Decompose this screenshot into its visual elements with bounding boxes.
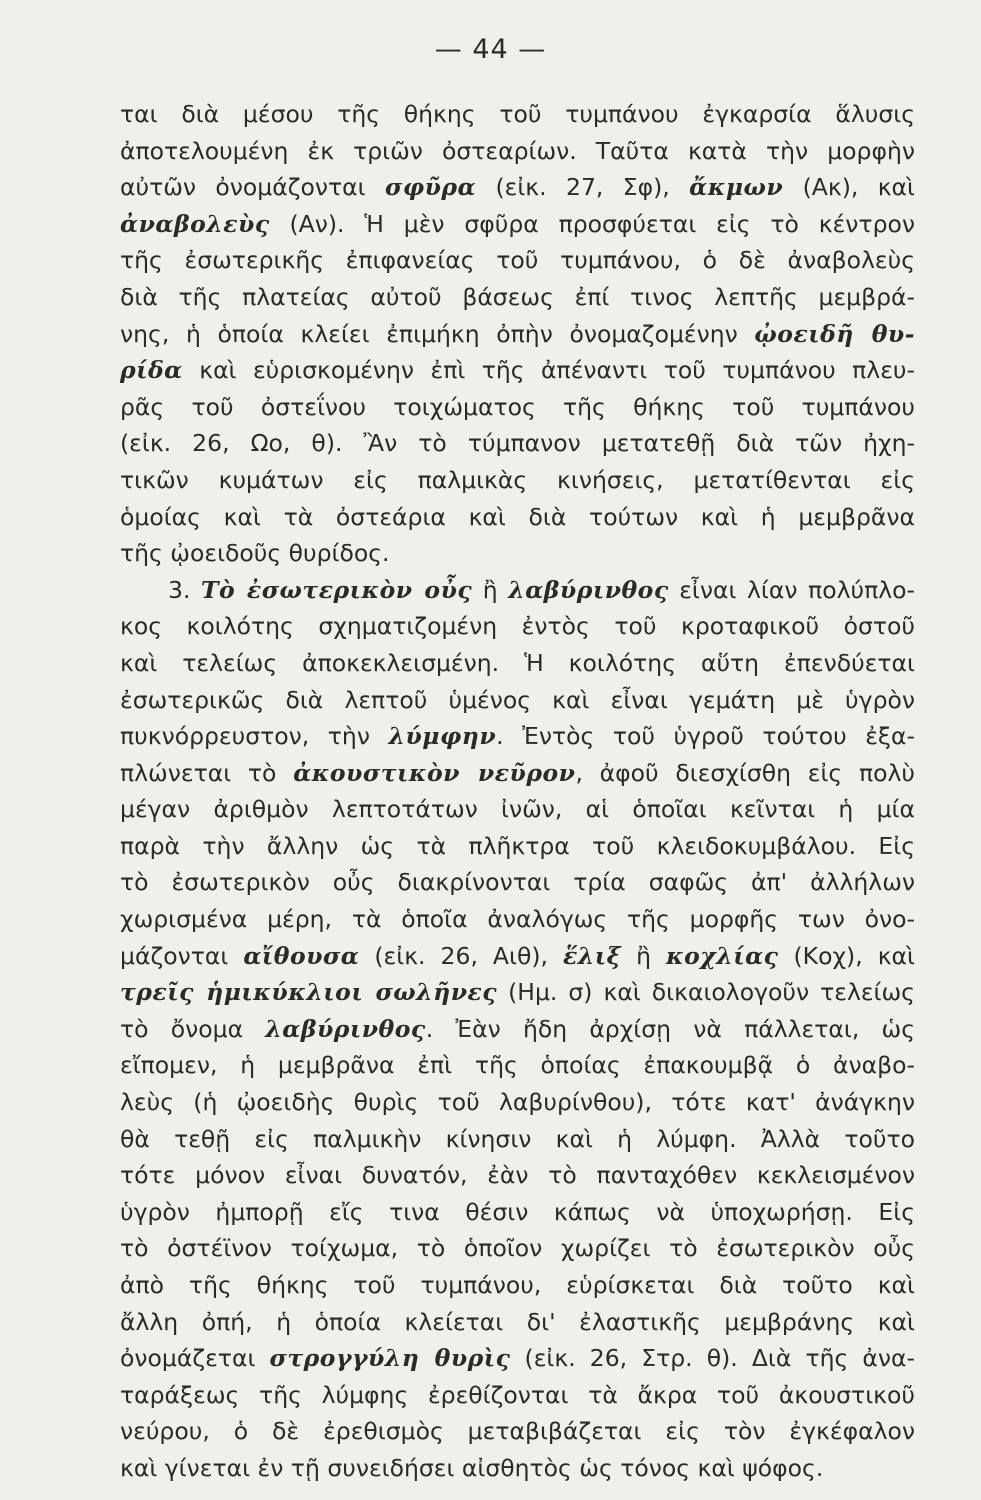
- text-run: , ἀφοῦ διεσχίσθη εἰς πολὺ: [575, 758, 915, 787]
- text-line: [120, 1084, 915, 1121]
- text-run: τὸ ὄνομα: [120, 1014, 266, 1043]
- emphasized-term: αἴθουσα: [243, 941, 360, 970]
- text-run: (Ημ. σ) καὶ δικαιολογοῦν τελείως: [497, 978, 915, 1007]
- text-run: λεὺς (ἡ ᾠοειδὴς θυρὶς τοῦ λαβυρίνθου), τότε κατ' ἀνάγκην: [120, 1088, 915, 1117]
- text-run: (εἰκ. 27, Σφ),: [476, 173, 690, 202]
- emphasized-term: ἄκμων: [689, 173, 784, 202]
- emphasized-term: κοχλίας: [666, 941, 779, 970]
- text-run: διὰ τῆς πλατείας αὐτοῦ βάσεως ἐπί τινος λεπτῆς μεμβρά-: [120, 282, 915, 311]
- text-run: ρᾶς τοῦ ὀστεΐνου τοιχώματος τῆς θήκης τοῦ τυμπάνου: [120, 392, 915, 421]
- emphasized-term: λαβύρινθος: [265, 1014, 426, 1043]
- text-line: [120, 316, 915, 353]
- text-run: νεύρου, ὁ δὲ ἐρεθισμὸς μεταβιβάζεται εἰς τὸν ἐγκέφαλον: [120, 1417, 915, 1446]
- text-line: [120, 938, 915, 975]
- text-line: [120, 1450, 915, 1487]
- text-line: [120, 1194, 915, 1231]
- text-run: καὶ τελείως ἀποκεκλεισμένη. Ἡ κοιλότης αὕτη ἐπενδύεται: [120, 648, 915, 677]
- text-run: ἀποτελουμένη ἐκ τριῶν ὀστεαρίων. Ταῦτα κατὰ τὴν μορφὴν: [120, 136, 915, 165]
- text-run: θὰ τεθῇ εἰς παλμικὴν κίνησιν καὶ ἡ λύμφη. Ἀλλὰ τοῦτο: [120, 1124, 915, 1153]
- emphasized-term: Τὸ ἐσωτερικὸν οὖς: [201, 575, 473, 604]
- text-line: [120, 1304, 915, 1341]
- text-run: ἢ: [621, 941, 666, 970]
- emphasized-term: ἀκουστικὸν νεῦρον: [293, 758, 576, 787]
- text-line: [120, 791, 915, 828]
- text-line: [120, 1121, 915, 1158]
- text-line: [120, 535, 915, 572]
- text-run: πυκνόρρευστον, τὴν: [120, 722, 389, 751]
- text-run: (εἰκ. 26, Ωο, θ). Ἂν τὸ τύμπανον μετατεθῇ διὰ τῶν ἠχη-: [120, 429, 915, 458]
- text-run: (εἰκ. 26, Αιθ),: [359, 941, 563, 970]
- text-run: τῆς ἐσωτερικῆς ἐπιφανείας τοῦ τυμπάνου, ὁ δὲ ἀναβολεὺς: [120, 246, 915, 275]
- text-run: τότε μόνον εἶναι δυνατόν, ἐὰν τὸ πανταχόθεν κεκλεισμένον: [120, 1161, 915, 1190]
- text-line: [120, 242, 915, 279]
- text-run: ται διὰ μέσου τῆς θήκης τοῦ τυμπάνου ἐγκαρσία ἅλυσις: [120, 100, 915, 128]
- text-run: εἶναι λίαν πολύπλο-: [668, 575, 915, 604]
- text-line: [120, 974, 915, 1011]
- text-run: καὶ γίνεται ἐν τῇ συνειδήσει αἰσθητὸς ὡς τόνος καὶ ψόφος.: [120, 1453, 824, 1482]
- text-line: [120, 901, 915, 938]
- text-run: ὁμοίας καὶ τὰ ὀστεάρια καὶ διὰ τούτων καὶ ἡ μεμβρᾶνα: [120, 502, 915, 531]
- text-line: [120, 572, 915, 609]
- text-run: εἴπομεν, ἡ μεμβρᾶνα ἐπὶ τῆς ὁποίας ἐπακουμβᾷ ὁ ἀναβο-: [120, 1051, 915, 1080]
- text-run: ὑγρὸν ἠμπορῇ εἴς τινα θέσιν κάπως νὰ ὑποχωρήσῃ. Εἰς: [120, 1197, 915, 1226]
- text-line: [120, 425, 915, 462]
- text-run: ἄλλη ὀπή, ἡ ὁποία κλείεται δι' ἐλαστικῆς μεμβράνης καὶ: [120, 1307, 915, 1336]
- text-run: μέγαν ἀριθμὸν λεπτοτάτων ἰνῶν, αἱ ὁποῖαι κεῖνται ἡ μία: [120, 795, 915, 824]
- emphasized-term: ἕλιξ: [563, 941, 622, 970]
- text-line: [120, 755, 915, 792]
- text-run: πλώνεται τὸ: [120, 758, 294, 787]
- text-run: (Αν). Ἡ μὲν σφῦρα προσφύεται εἰς τὸ κέντρον: [269, 209, 915, 238]
- text-run: ἢ: [472, 575, 509, 604]
- text-line: [120, 718, 915, 755]
- text-run: παρὰ τὴν ἄλλην ὡς τὰ πλῆκτρα τοῦ κλειδοκυμβάλου. Εἰς: [120, 831, 915, 860]
- text-run: . Ἐντὸς τοῦ ὑγροῦ τούτου ἐξα-: [496, 722, 915, 751]
- text-line: [120, 133, 915, 170]
- text-run: ὀνομάζεται: [120, 1344, 270, 1373]
- text-run: τῆς ᾠοειδοῦς θυρίδος.: [120, 539, 390, 568]
- emphasized-term: σφῦρα: [385, 173, 477, 202]
- text-line: [120, 352, 915, 389]
- body-text: [120, 96, 915, 1487]
- emphasized-term: λύμφην: [388, 722, 497, 751]
- text-line: [120, 279, 915, 316]
- text-line: [120, 96, 915, 133]
- text-line: [120, 1413, 915, 1450]
- text-line: [120, 389, 915, 426]
- text-line: [120, 1047, 915, 1084]
- text-run: κος κοιλότης σχηματιζομένη ἐντὸς τοῦ κροταφικοῦ ὀστοῦ: [120, 612, 915, 641]
- emphasized-term: τρεῖς ἡμικύκλιοι σωλῆνες: [120, 978, 498, 1007]
- text-run: τὸ ἐσωτερικὸν οὖς διακρίνονται τρία σαφῶς ἀπ' ἀλλήλων: [120, 868, 915, 897]
- text-run: νης, ἡ ὁποία κλείει ἐπιμήκη ὀπὴν ὀνομαζομένην: [120, 319, 755, 348]
- text-line: [120, 1157, 915, 1194]
- text-run: μάζονται: [120, 941, 244, 970]
- emphasized-term: ᾠοειδῆ θυ-: [754, 319, 915, 348]
- text-run: χωρισμένα μέρη, τὰ ὁποῖα ἀναλόγως τῆς μορφῆς των ὀνο-: [120, 905, 915, 934]
- text-run: ἐσωτερικῶς διὰ λεπτοῦ ὑμένος καὶ εἶναι γεμάτη μὲ ὑγρὸν: [120, 685, 915, 714]
- text-run: . Ἐὰν ἤδη ἀρχίσῃ νὰ πάλλεται, ὡς: [425, 1014, 915, 1043]
- text-line: [120, 608, 915, 645]
- text-line: [120, 828, 915, 865]
- text-run: τὸ ὀστέϊνον τοίχωμα, τὸ ὁποῖον χωρίζει τὸ ἐσωτερικὸν οὖς: [120, 1234, 915, 1263]
- text-run: καὶ εὑρισκομένην ἐπὶ τῆς ἀπέναντι τοῦ τυμπάνου πλευ-: [182, 356, 915, 385]
- text-run: (Ακ), καὶ: [783, 173, 915, 202]
- text-line: [120, 499, 915, 536]
- text-run: τικῶν κυμάτων εἰς παλμικὰς κινήσεις, μετατίθενται εἰς: [120, 465, 915, 494]
- text-line: [120, 1267, 915, 1304]
- text-run: ἀπὸ τῆς θήκης τοῦ τυμπάνου, εὑρίσκεται διὰ τοῦτο καὶ: [120, 1271, 915, 1299]
- text-run: αὐτῶν ὀνομάζονται: [120, 173, 385, 202]
- text-line: [120, 1230, 915, 1267]
- text-line: [120, 1011, 915, 1048]
- page-number: — 44 —: [434, 34, 547, 65]
- emphasized-term: ρίδα: [120, 356, 183, 385]
- text-line: [120, 1377, 915, 1414]
- emphasized-term: στρογγύλη θυρὶς: [269, 1344, 511, 1373]
- text-run: 3.: [168, 575, 201, 604]
- text-run: (Κοχ), καὶ: [778, 941, 915, 970]
- text-line: [120, 206, 915, 243]
- text-line: [120, 169, 915, 206]
- text-line: [120, 462, 915, 499]
- emphasized-term: ἀναβολεὺς: [120, 209, 270, 238]
- text-line: [120, 864, 915, 901]
- text-line: [120, 645, 915, 682]
- text-run: (εἰκ. 26, Στρ. θ). Διὰ τῆς ἀνα-: [510, 1344, 915, 1373]
- text-line: [120, 682, 915, 719]
- text-run: ταράξεως τῆς λύμφης ἐρεθίζονται τὰ ἄκρα τοῦ ἀκουστικοῦ: [120, 1380, 915, 1409]
- text-line: [120, 1340, 915, 1377]
- emphasized-term: λαβύρινθος: [508, 575, 669, 604]
